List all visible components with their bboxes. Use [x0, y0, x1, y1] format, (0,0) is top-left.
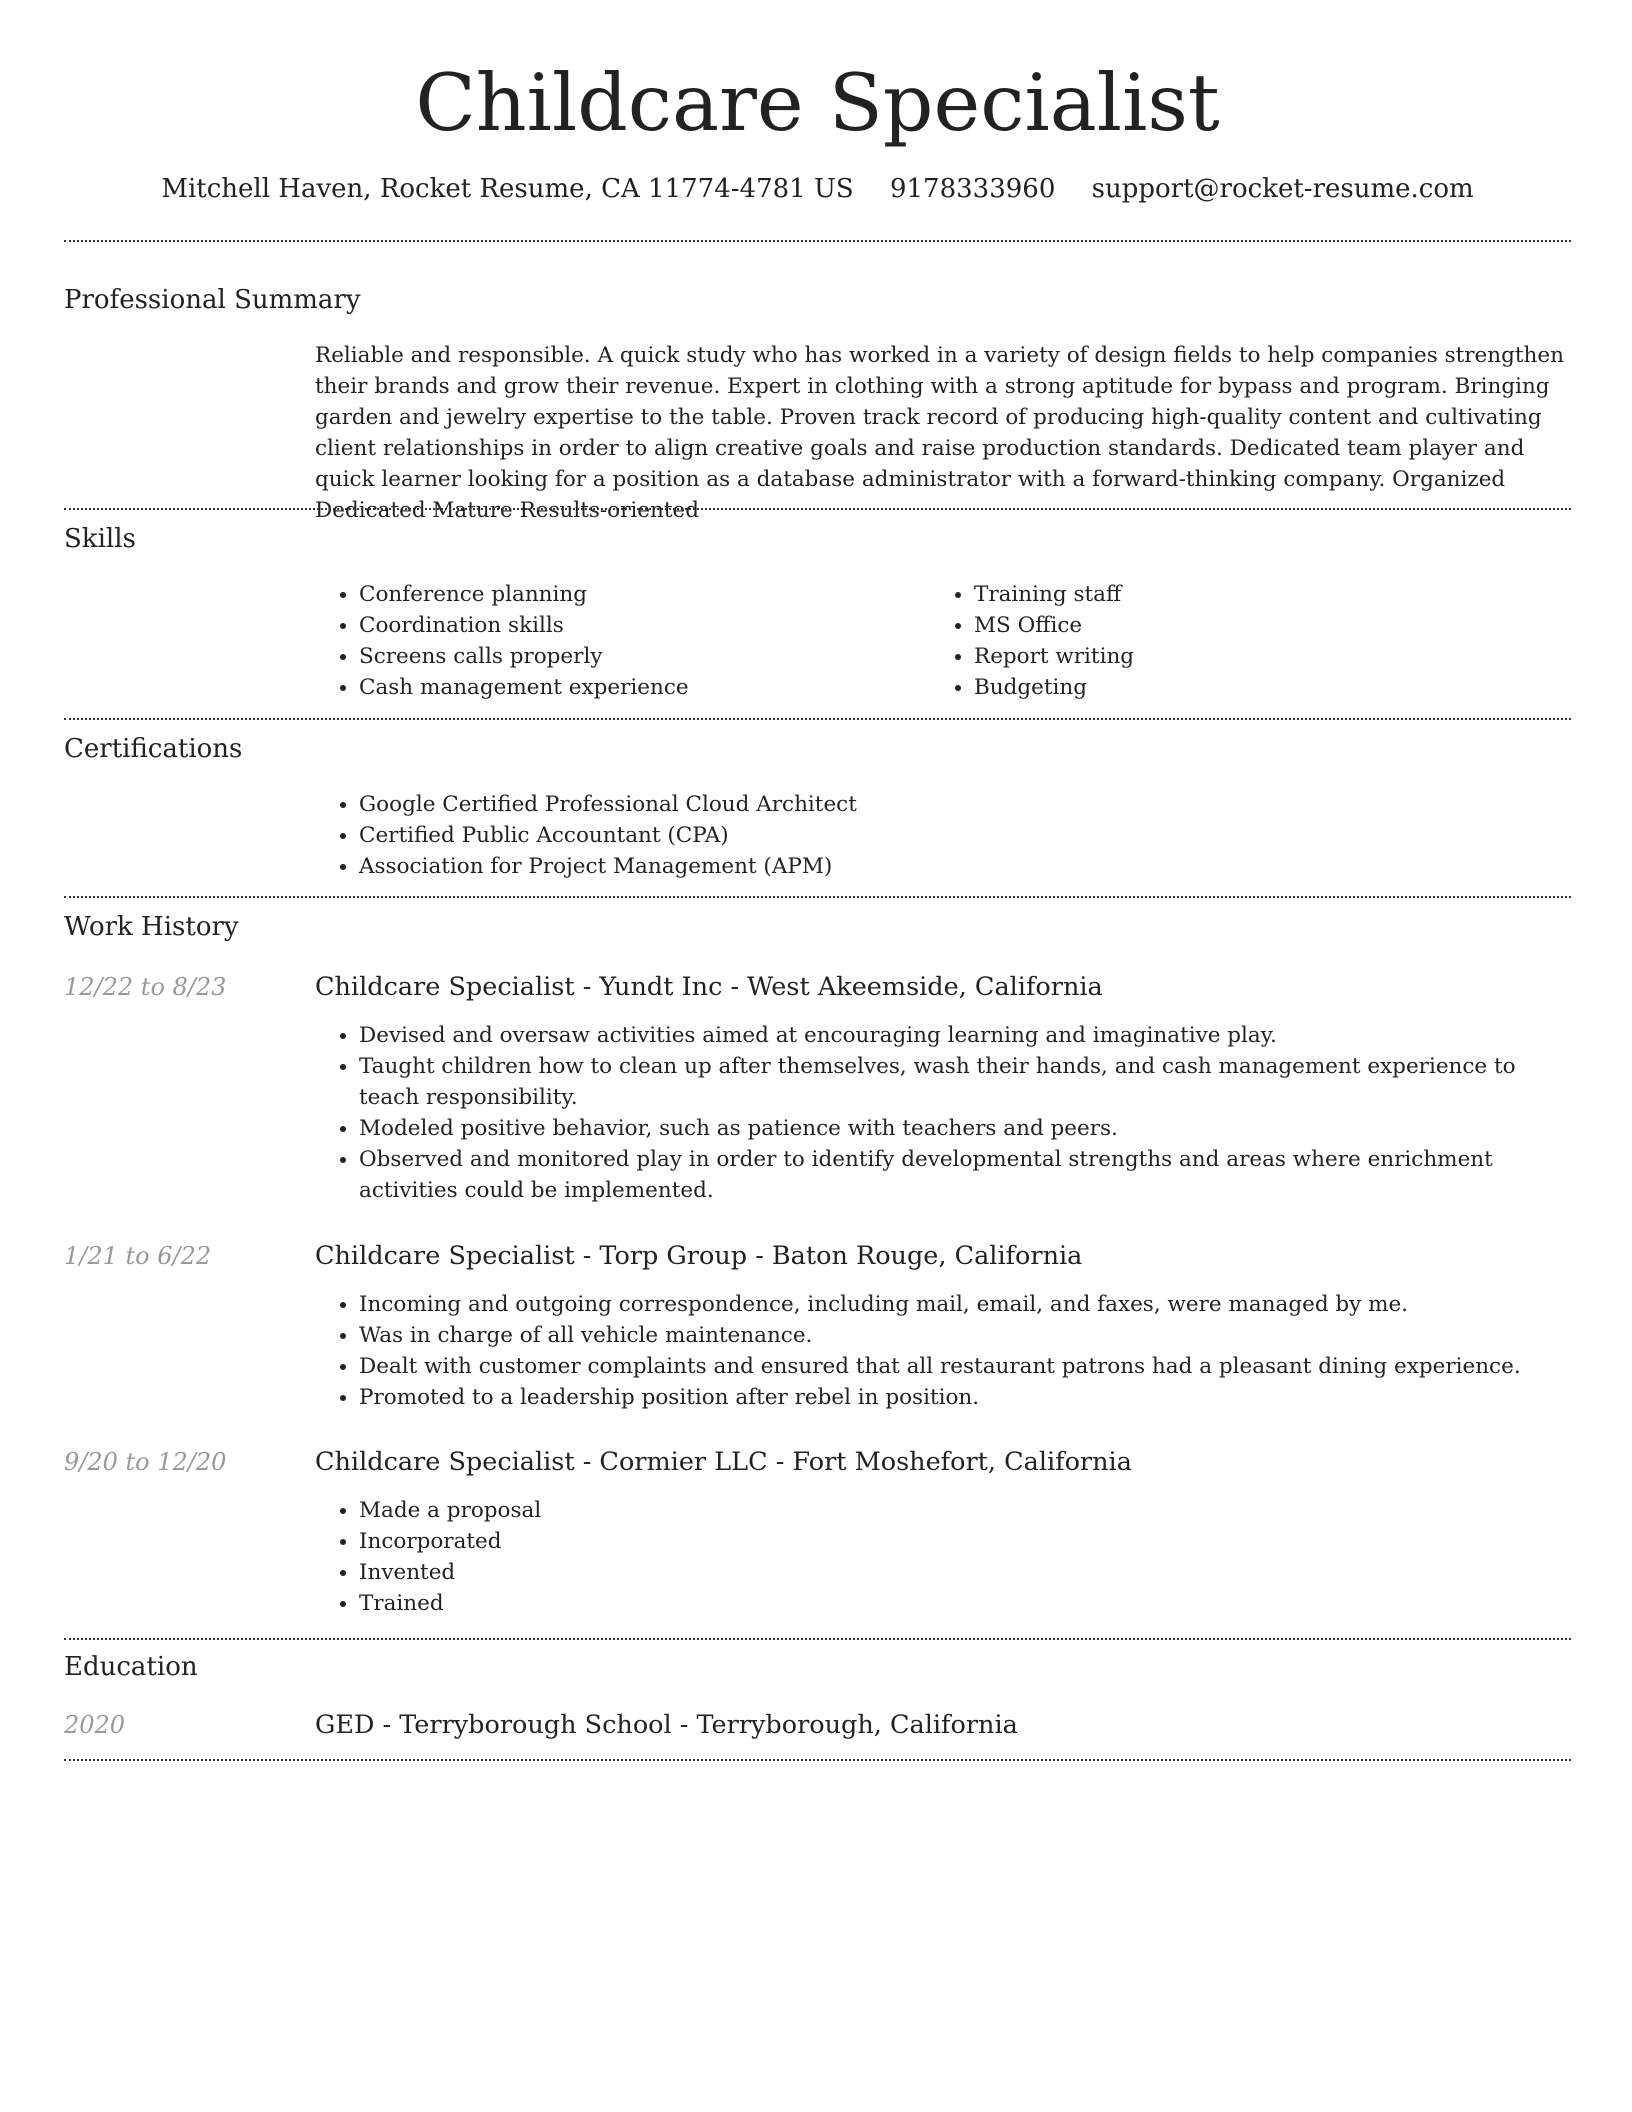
- job-duty: • Promoted to a leadership position after rebel in position.: [359, 1382, 1571, 1413]
- skill-item: • Cash management experience: [359, 672, 915, 703]
- summary-section: [315, 340, 1571, 526]
- work-heading: Work History: [64, 912, 239, 942]
- certifications-heading: Certifications: [64, 734, 243, 764]
- skills-right: [930, 579, 1530, 703]
- work-divider: [64, 1638, 1571, 1640]
- job-dates: 9/20 to 12/20: [64, 1448, 227, 1476]
- job-duty: • Invented: [359, 1557, 1571, 1588]
- skill-item: • Budgeting: [974, 672, 1530, 703]
- skill-item: • Report writing: [974, 641, 1530, 672]
- job-title: Childcare Specialist - Yundt Inc - West Akeemside, California: [315, 972, 1103, 1002]
- job-duties: [315, 1020, 1571, 1206]
- certification-item: • Association for Project Management (APM): [359, 851, 1571, 882]
- education-heading: Education: [64, 1652, 198, 1682]
- job-duty: • Observed and monitored play in order to identify developmental strengths and areas where enrichment activities could be implemented.: [359, 1144, 1571, 1206]
- skill-item: • Coordination skills: [359, 610, 915, 641]
- job-duty: • Incoming and outgoing correspondence, including mail, email, and faxes, were managed by me.: [359, 1289, 1571, 1320]
- summary-divider: [64, 508, 1571, 510]
- job-duty: • Was in charge of all vehicle maintenance.: [359, 1320, 1571, 1351]
- education-divider: [64, 1759, 1571, 1761]
- contact-phone: 9178333960: [889, 174, 1056, 204]
- contact-line: [64, 170, 1571, 208]
- skill-item: • MS Office: [974, 610, 1530, 641]
- skills-heading: Skills: [64, 524, 136, 554]
- summary-heading: Professional Summary: [64, 285, 361, 315]
- job-dates: 1/21 to 6/22: [64, 1242, 212, 1270]
- job-duties: [315, 1495, 1571, 1619]
- job-duty: • Trained: [359, 1588, 1571, 1619]
- job-duty: • Modeled positive behavior, such as patience with teachers and peers.: [359, 1113, 1571, 1144]
- job-duty: • Taught children how to clean up after themselves, wash their hands, and cash management experience to teach responsibility.: [359, 1051, 1571, 1113]
- job-duty: • Made a proposal: [359, 1495, 1571, 1526]
- education-year: 2020: [64, 1711, 126, 1739]
- skill-item: • Conference planning: [359, 579, 915, 610]
- certification-item: • Certified Public Accountant (CPA): [359, 820, 1571, 851]
- certifications-section: [315, 789, 1571, 882]
- certifications-divider: [64, 896, 1571, 898]
- job-dates: 12/22 to 8/23: [64, 973, 227, 1001]
- contact-email: support@rocket-resume.com: [1091, 174, 1474, 204]
- skill-item: • Screens calls properly: [359, 641, 915, 672]
- job-duty: • Devised and oversaw activities aimed at encouraging learning and imaginative play.: [359, 1020, 1571, 1051]
- header-divider: [64, 240, 1571, 242]
- skills-divider: [64, 718, 1571, 720]
- skills-left: [315, 579, 915, 703]
- skill-item: • Training staff: [974, 579, 1530, 610]
- job-duty: • Incorporated: [359, 1526, 1571, 1557]
- contact-address: Mitchell Haven, Rocket Resume, CA 11774-4781 US: [161, 174, 854, 204]
- job-duty: • Dealt with customer complaints and ensured that all restaurant patrons had a pleasant dining experience.: [359, 1351, 1571, 1382]
- certification-item: • Google Certified Professional Cloud Architect: [359, 789, 1571, 820]
- summary-text: Reliable and responsible. A quick study who has worked in a variety of design fields to help companies strengthen their brands and grow their revenue. Expert in clothing with a strong aptitude for bypass and program. Bringing garden and jewelry expertise to the table. Proven track record of producing high-quality content and cultivating client relationships in order to align creative goals and raise production standards. Dedicated team player and quick learner looking for a position as a database administrator with a forward-thinking company. Organized Dedicated Mature Results-oriented: [315, 343, 1564, 523]
- job-title: Childcare Specialist - Cormier LLC - Fort Moshefort, California: [315, 1447, 1132, 1477]
- job-duties: [315, 1289, 1571, 1413]
- candidate-name: Childcare Specialist: [415, 57, 1220, 149]
- education-entry: GED - Terryborough School - Terryborough, California: [315, 1710, 1018, 1740]
- job-title: Childcare Specialist - Torp Group - Baton Rouge, California: [315, 1241, 1083, 1271]
